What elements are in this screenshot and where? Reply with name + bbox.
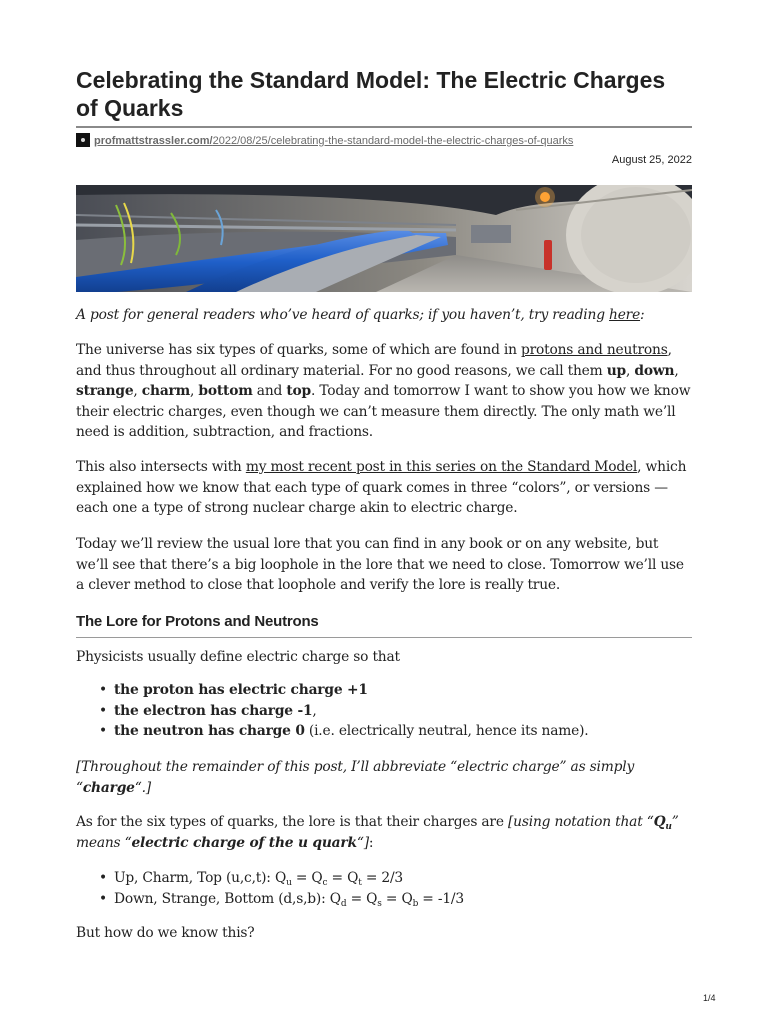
here-link[interactable]: here (609, 307, 641, 323)
paragraph-loophole: Today we’ll review the usual lore that you can find in any book or on any website, but we’ll see that there’s a big loophole in the lore that we need to close. Tomorrow we’ll use a clever method to close that loophole and verify the lore is really true. (76, 536, 684, 593)
p6-text: As for the six types of quarks, the lore is that their charges are (76, 814, 508, 830)
equals: = (346, 890, 367, 907)
charge-subscript: s (377, 898, 382, 909)
accelerator-tunnel-illustration (76, 185, 692, 292)
list-item-bold: the electron has charge -1 (114, 702, 313, 719)
separator: and (252, 383, 287, 399)
list-item-text: Down, Strange, Bottom (d,s,b): (114, 890, 330, 907)
note-text: “.] (134, 779, 151, 796)
paragraph-quark-types (76, 340, 692, 443)
p6-end: : (368, 834, 374, 851)
source-line (76, 132, 692, 150)
notation-text: [using notation that “ (507, 814, 654, 830)
list-item-text: , (312, 702, 317, 719)
charge-subscript: d (340, 898, 347, 909)
charge-symbol: Q (311, 870, 323, 886)
equals: = (291, 870, 312, 886)
charge-symbol: Q (347, 870, 359, 886)
notation-q: Q (653, 814, 666, 830)
site-favicon-icon (76, 133, 90, 147)
charge-value: = -1/3 (418, 890, 464, 907)
charge-value: = 2/3 (361, 870, 403, 886)
notation-q-sub: u (665, 822, 672, 832)
source-url-link[interactable] (94, 135, 573, 147)
notation-text: “] (356, 834, 369, 851)
quark-strange: strange (76, 383, 134, 399)
list-item-text: Up, Charm, Top (u,c,t): (114, 870, 275, 886)
p2-text: , which explained how we know that each type of quark comes in three “colors”, or versions — each one a type of strong nuclear charge akin to electric charge. (76, 459, 687, 516)
source-domain: profmattstrassler.com/ (94, 135, 213, 147)
quark-down: down (634, 362, 675, 379)
charge-symbol: Q (274, 870, 287, 886)
quark-up: up (606, 362, 626, 379)
paragraph-abbreviation-note (76, 757, 692, 798)
protons-neutrons-link[interactable]: protons and neutrons (520, 342, 668, 358)
notation-bold: electric charge of the u quark (131, 834, 357, 851)
p1-text: The universe has six types of quarks, some of which are found in (76, 342, 521, 358)
intro-paragraph (76, 305, 692, 326)
page-number: 1/4 (703, 993, 716, 1003)
intro-text: A post for general readers who’ve heard of quarks; if you haven’t, try reading (76, 307, 610, 323)
separator: , (674, 362, 679, 379)
charges-list (76, 680, 692, 742)
list-item-bold: the proton has electric charge +1 (114, 682, 368, 698)
p2-text: This also intersects with (76, 459, 246, 475)
list-item-text: (i.e. electrically neutral, hence its name). (304, 723, 589, 739)
quark-charges-list (76, 868, 692, 909)
charge-symbol: Q (329, 890, 341, 907)
separator: , (190, 383, 199, 399)
p1-text: , and thus throughout all ordinary material. For no good reasons, we call them (76, 342, 672, 379)
paragraph-series (76, 457, 692, 519)
separator: , (626, 362, 635, 379)
quark-charm: charm (141, 383, 191, 399)
section-heading: The Lore for Protons and Neutrons (76, 613, 319, 630)
section-divider (76, 637, 692, 638)
p1-text: . Today and tomorrow I want to show you how we know their electric charges, even though we can’t measure them directly. The only math we’ll need is addition, subtraction, and fractions. (76, 383, 691, 440)
charge-symbol: Q (401, 890, 413, 907)
list-item (76, 701, 692, 722)
charge-subscript: u (286, 878, 292, 888)
list-item (76, 868, 692, 889)
paragraph-definition: Physicists usually define electric charge so that (76, 649, 400, 665)
intro-end: : (640, 307, 645, 323)
list-item (76, 680, 692, 701)
charge-subscript: b (412, 898, 419, 909)
recent-post-link[interactable]: my most recent post in this series on the Standard Model (245, 459, 638, 475)
list-item (76, 721, 692, 742)
charge-subscript: c (322, 878, 328, 888)
paragraph-quark-lore (76, 812, 692, 853)
equals: = (327, 870, 348, 886)
article-title: Celebrating the Standard Model: The Electric Charges of Quarks (76, 67, 666, 121)
hero-image (76, 185, 692, 292)
article-date: August 25, 2022 (611, 154, 692, 166)
quark-top: top (286, 383, 311, 399)
note-text: [Throughout the remainder of this post, I’ll abbreviate “electric charge” as simply “ (76, 759, 635, 796)
paragraph-question: But how do we know this? (76, 925, 255, 941)
source-path: 2022/08/25/celebrating-the-standard-model-the-electric-charges-of-quarks (212, 135, 574, 147)
note-bold: charge (82, 779, 135, 796)
equals: = (381, 890, 402, 907)
list-item (76, 889, 692, 910)
charge-symbol: Q (366, 890, 378, 907)
quark-bottom: bottom (198, 383, 253, 399)
title-divider (76, 126, 692, 128)
charge-subscript: t (358, 878, 362, 888)
list-item-bold: the neutron has charge 0 (114, 723, 305, 739)
separator: , (133, 383, 142, 399)
notation-text: ” means “ (76, 814, 679, 851)
